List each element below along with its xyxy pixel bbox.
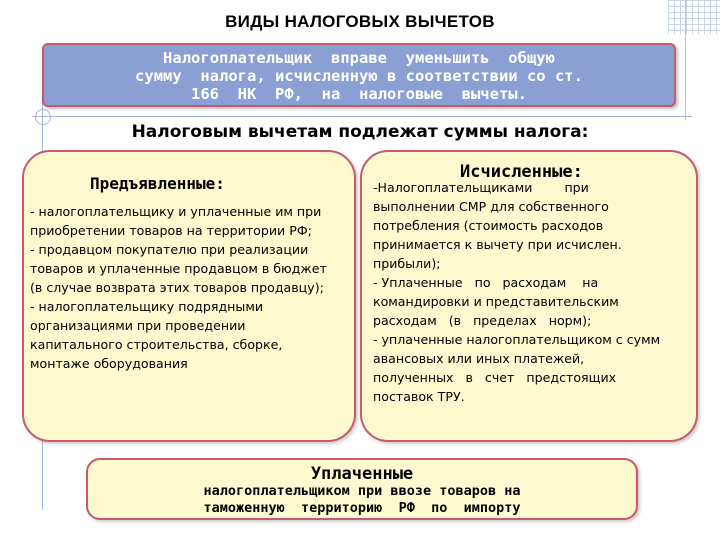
banner-line: Налогоплательщик вправе уменьшить общую (163, 49, 555, 67)
text-line: полученных в счет предстоящих (373, 370, 617, 385)
text-line: потребления (стоимость расходов (373, 218, 604, 233)
subtitle: Налоговым вычетам подлежат суммы налога: (131, 122, 589, 142)
text-line: таможенную территорию РФ по импорту (203, 500, 521, 516)
horizontal-line-decoration (32, 116, 692, 117)
slide-title: ВИДЫ НАЛОГОВЫХ ВЫЧЕТОВ (225, 12, 495, 31)
presented-text (30, 202, 356, 373)
text-line: - продавцом покупателю при реализации (30, 242, 309, 257)
paid-heading: Уплаченные (310, 464, 414, 484)
text-line: - налогоплательщику и уплаченные им при (30, 204, 322, 219)
text-line: командировки и представительским (373, 294, 619, 309)
text-line: -Налогоплательщиками при (373, 180, 589, 195)
text-line: - налогоплательщику подрядными (30, 299, 264, 314)
presented-heading: Предъявленные: (90, 174, 225, 193)
text-line: расходам (в пределах норм); (373, 313, 592, 328)
definition-banner (42, 43, 676, 107)
presented-deductions-box (22, 150, 356, 442)
text-line: поставок ТРУ. (373, 389, 465, 404)
text-line: товаров и уплаченные продавцом в бюджет (30, 261, 327, 276)
text-line: капитального строительства, сборке, (30, 337, 283, 352)
text-line: организациями при проведении (30, 318, 246, 333)
calculated-deductions-box (360, 150, 698, 442)
text-line: авансовых или иных платежей, (373, 351, 585, 366)
text-line: налогоплательщиком при ввозе товаров на (203, 483, 521, 499)
text-line: принимается к вычету при исчислен. (373, 237, 622, 252)
text-line: приобретении товаров на территории РФ; (30, 223, 312, 238)
text-line: монтаже оборудования (30, 356, 188, 371)
text-line: - Уплаченные по расходам на (373, 275, 599, 290)
paid-deductions-box (86, 458, 638, 520)
calculated-heading: Исчисленные: (460, 162, 583, 182)
paid-text (88, 483, 636, 517)
calculated-text (373, 178, 695, 406)
text-line: прибыли); (373, 256, 441, 271)
banner-line: 166 НК РФ, на налоговые вычеты. (191, 85, 527, 103)
text-line: выполнении СМР для собственного (373, 199, 609, 214)
text-line: (в случае возврата этих товаров продавцу); (30, 280, 324, 295)
text-line: - уплаченные налогоплательщиком с сумм (373, 332, 661, 347)
banner-line: сумму налога, исчисленную в соответствии со ст. (135, 67, 583, 85)
